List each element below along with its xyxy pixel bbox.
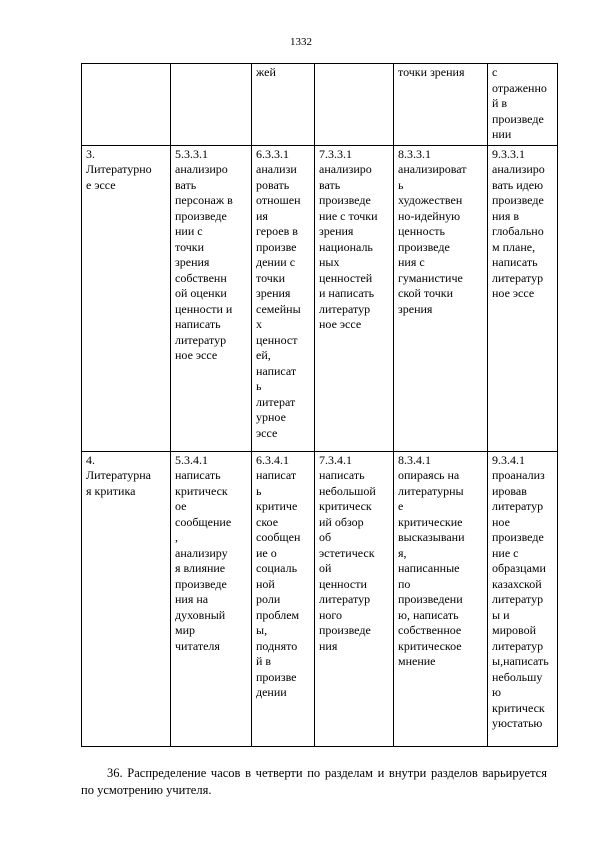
table-cell: точки зрения bbox=[394, 64, 488, 146]
table-row bbox=[82, 64, 558, 146]
table-cell: 5.3.4.1 написать критическ ое сообщение , анализиру я влияние произведе ния на духовный мир читателя bbox=[171, 451, 252, 746]
table-cell: 7.3.3.1 анализиро вать произведе ние с точки зрения националь ных ценностей и написать литератур ное эссе bbox=[315, 145, 394, 451]
table-cell: 8.3.3.1 анализироват ь художествен но-идейную ценность произведе ния с гуманистиче ской точки зрения bbox=[394, 145, 488, 451]
table-cell: 8.3.4.1 опираясь на литературны е критические высказывани я, написанные по произведени ю, написать собственное критическое мнение bbox=[394, 451, 488, 746]
table-cell bbox=[82, 64, 171, 146]
table-cell: с отраженно й в произведе нии bbox=[488, 64, 558, 146]
table-cell: 6.3.4.1 написат ь критиче ское сообщен ие о социаль ной роли проблем ы, поднято й в произве дении bbox=[252, 451, 315, 746]
table-cell: 5.3.3.1 анализиро вать персонаж в произведе нии с точки зрения собственн ой оценки ценности и написать литератур ное эссе bbox=[171, 145, 252, 451]
table-cell bbox=[315, 64, 394, 146]
table-cell: жей bbox=[252, 64, 315, 146]
table-cell: 4. Литературна я критика bbox=[82, 451, 171, 746]
table-cell: 7.3.4.1 написать небольшой критическ ий обзор об эстетическ ой ценности литератур ного произведе ния bbox=[315, 451, 394, 746]
table-cell: 9.3.4.1 проанализ ировав литератур ное произведе ние с образцами казахской литератур ы и мировой литератур ы,написать небольшу ю критическ уюстатью bbox=[488, 451, 558, 746]
table-row bbox=[82, 451, 558, 746]
table-row bbox=[82, 145, 558, 451]
table-cell: 9.3.3.1 анализиро вать идею произведе ния в глобально м плане, написать литератур ное эссе bbox=[488, 145, 558, 451]
table-cell: 6.3.3.1 анализи ровать отношен ия героев в произве дении с точки зрения семейны х ценност ей, написат ь литерат урное эссе bbox=[252, 145, 315, 451]
table-cell bbox=[171, 64, 252, 146]
page-number: 1332 bbox=[290, 36, 312, 48]
footer-paragraph: 36. Распределение часов в четверти по разделам и внутри разделов варьируется по усмотрению учителя. bbox=[81, 766, 547, 797]
table-cell: 3. Литературно е эссе bbox=[82, 145, 171, 451]
curriculum-table bbox=[81, 63, 558, 747]
